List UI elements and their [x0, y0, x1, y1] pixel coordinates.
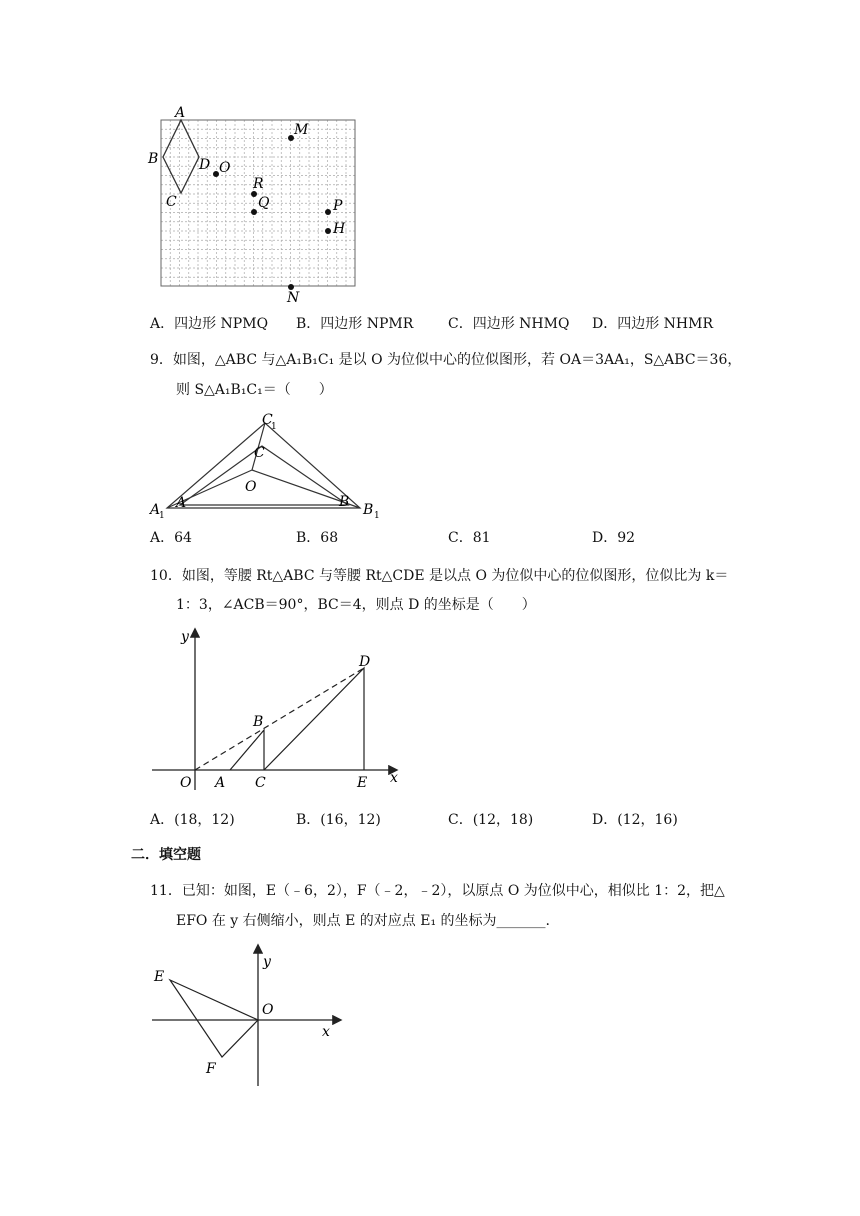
label-d: D	[199, 157, 211, 173]
q10-text-line1: 10．如图，等腰 Rt△ABC 与等腰 Rt△CDE 是以点 O 为位似中心的位似图形，位似比为 k＝	[150, 568, 729, 584]
label-a1: A	[150, 502, 161, 518]
label-m: M	[294, 122, 309, 138]
label-y: y	[263, 954, 271, 970]
q9-option-c[interactable]: C．81	[448, 530, 491, 546]
q8-option-c[interactable]: C．四边形 NHMQ	[448, 316, 570, 332]
section-heading-fill-in: 二．填空题	[131, 847, 201, 863]
label-a: A	[176, 495, 187, 511]
label-q: Q	[258, 195, 270, 211]
label-c: C	[166, 194, 177, 210]
label-o: O	[180, 775, 192, 791]
q8-grid-figure	[140, 100, 370, 310]
q9-option-d[interactable]: D．92	[592, 530, 636, 546]
q11-text-line2: EFO 在 y 右侧缩小，则点 E 的对应点 E₁ 的坐标为_______.	[176, 913, 550, 929]
label-c1-sub: 1	[271, 422, 277, 432]
q9-option-b[interactable]: B．68	[296, 530, 339, 546]
q8-option-a[interactable]: A．四边形 NPMQ	[150, 316, 269, 332]
q10-coordinate-figure	[145, 620, 410, 795]
label-b1: B	[363, 502, 374, 518]
label-c1: C	[262, 412, 273, 428]
q11-coordinate-figure	[145, 940, 345, 1090]
q8-option-b[interactable]: B．四边形 NPMR	[296, 316, 414, 332]
q10-option-a[interactable]: A．(18，12)	[150, 812, 235, 828]
label-o: O	[262, 1002, 274, 1018]
label-a1-sub: 1	[159, 511, 165, 521]
point-h	[325, 228, 331, 234]
label-c: C	[255, 775, 266, 791]
label-x: x	[390, 770, 398, 786]
rhombus-abcd	[163, 120, 199, 193]
label-x: x	[322, 1024, 330, 1040]
q10-option-d[interactable]: D．(12，16)	[592, 812, 678, 828]
label-b: B	[148, 151, 159, 167]
label-a: A	[175, 105, 186, 121]
triangle-efo	[170, 980, 258, 1057]
label-b: B	[339, 494, 350, 510]
point-q	[251, 209, 257, 215]
label-c: C	[254, 445, 265, 461]
label-r: R	[253, 176, 264, 192]
label-e: E	[154, 969, 165, 985]
label-b: B	[253, 714, 264, 730]
label-o: O	[219, 160, 231, 176]
label-n: N	[287, 290, 300, 306]
label-h: H	[333, 221, 346, 237]
q9-triangle-figure	[145, 405, 395, 523]
triangle-cde	[264, 668, 364, 770]
q11-text-line1: 11．已知：如图，E（﹣6，2），F（﹣2，﹣2），以原点 O 为位似中心，相似比 1：2，把△	[150, 883, 725, 899]
label-y: y	[181, 629, 189, 645]
q9-option-a[interactable]: A．64	[150, 530, 192, 546]
label-o: O	[245, 479, 257, 495]
q10-text-line2: 1：3，∠ACB＝90°，BC＝4，则点 D 的坐标是（ ）	[176, 597, 536, 613]
q9-text-line1: 9．如图，△ABC 与△A₁B₁C₁ 是以 O 为位似中心的位似图形，若 OA＝3AA₁，S△ABC＝36，	[150, 352, 742, 368]
label-d: D	[359, 654, 371, 670]
q8-option-d[interactable]: D．四边形 NHMR	[592, 316, 714, 332]
label-p: P	[333, 198, 343, 214]
label-b1-sub: 1	[374, 511, 380, 521]
triangle-abc	[230, 730, 264, 770]
q10-option-b[interactable]: B．(16，12)	[296, 812, 381, 828]
label-e: E	[357, 775, 368, 791]
q10-option-c[interactable]: C．(12，18)	[448, 812, 534, 828]
label-a: A	[215, 775, 226, 791]
label-f: F	[206, 1061, 216, 1077]
q9-text-line2: 则 S△A₁B₁C₁＝（ ）	[176, 382, 333, 398]
point-p	[325, 209, 331, 215]
